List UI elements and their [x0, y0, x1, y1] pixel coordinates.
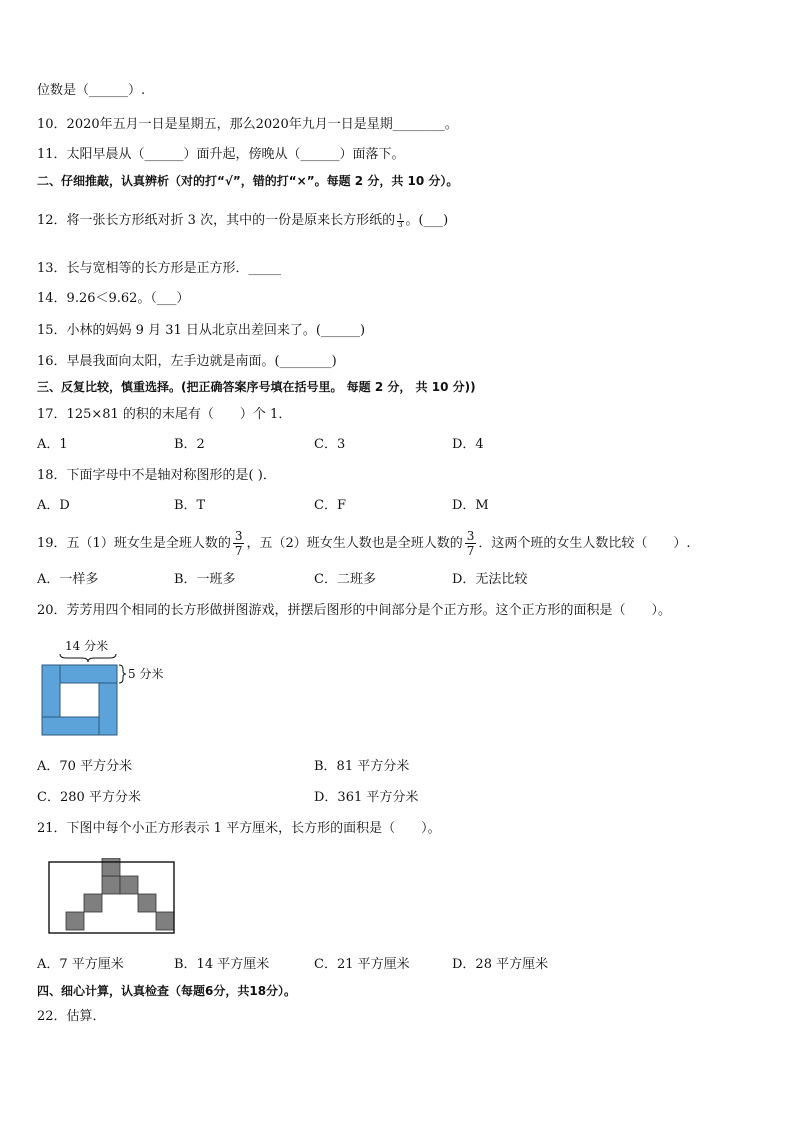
q19-option-d: D．无法比较 [452, 572, 528, 587]
q17-option-b: B．2 [174, 437, 205, 452]
figure-21-grid-rectangle [48, 858, 178, 936]
question-20: 20．芳芳用四个相同的长方形做拼图游戏，拼摆后图形的中间部分是个正方形。这个正方形的面积是（ ）。 [37, 603, 672, 618]
top-brace [60, 654, 116, 662]
q21-option-d: D．28 平方厘米 [452, 957, 549, 972]
q17-option-c: C．3 [314, 437, 346, 452]
question-18: 18．下面字母中不是轴对称图形的是( )． [37, 468, 276, 483]
q17-option-a: A．1 [37, 437, 68, 452]
q21-option-b: B．14 平方厘米 [174, 957, 270, 972]
center-square [60, 683, 99, 717]
question-21: 21．下图中每个小正方形表示 1 平方厘米，长方形的面积是（ ）。 [37, 821, 441, 836]
question-19-part-a: 19．五（1）班女生是全班人数的 [37, 536, 231, 551]
question-16: 16．早晨我面向太阳，左手边就是南面。(________) [37, 354, 337, 369]
q20-option-c: C．280 平方分米 [37, 790, 141, 805]
figure-20-rectangles [36, 636, 166, 738]
q18-option-a: A．D [37, 498, 70, 513]
q20-option-b: B．81 平方分米 [314, 759, 410, 774]
q21-option-a: A．7 平方厘米 [37, 957, 124, 972]
side-brace [119, 665, 126, 683]
question-12 [37, 212, 448, 230]
question-10: 10．2020年五月一日是星期五，那么2020年九月一日是星期________。 [37, 117, 458, 132]
section-3-heading: 三、反复比较，慎重选择。(把正确答案序号填在括号里。 每题 2 分， 共 10 分)) [37, 380, 476, 394]
fraction-numerator: 1 [398, 212, 403, 221]
question-22: 22．估算． [37, 1009, 106, 1024]
fraction-three-sevenths [233, 529, 245, 558]
q18-option-d: D．M [452, 498, 489, 513]
q18-option-b: B．T [174, 498, 206, 513]
q18-option-c: C．F [314, 498, 346, 513]
fraction-denominator: 7 [234, 544, 243, 558]
fraction-one-third [397, 214, 403, 229]
q20-option-d: D．361 平方分米 [314, 790, 419, 805]
figure-20-side-label: 5 分米 [128, 667, 164, 681]
question-19-part-c: ．这两个班的女生人数比较（ ）. [478, 536, 691, 551]
question-12-blank: 。(___) [405, 213, 449, 228]
q21-option-c: C．21 平方厘米 [314, 957, 410, 972]
section-4-heading: 四、细心计算，认真检查（每题6分，共18分）。 [37, 984, 297, 998]
q19-option-b: B．一班多 [174, 572, 236, 587]
question-17: 17．125×81 的积的末尾有（ ）个 1． [37, 407, 292, 422]
q19-option-c: C．二班多 [314, 572, 376, 587]
question-19 [37, 528, 691, 560]
question-19-part-b: ，五（2）班女生人数也是全班人数的 [246, 536, 463, 551]
q19-option-a: A．一样多 [37, 572, 99, 587]
question-11: 11．太阳早晨从（______）面升起，傍晚从（______）面落下。 [37, 147, 405, 162]
figure-20-top-label: 14 分米 [65, 639, 109, 653]
question-9-tail: 位数是（______）. [37, 83, 146, 98]
q17-option-d: D．4 [452, 437, 484, 452]
fraction-numerator: 3 [234, 529, 243, 543]
fraction-denominator: 7 [466, 544, 475, 558]
fraction-numerator: 3 [466, 529, 475, 543]
question-12-text: 12．将一张长方形纸对折 3 次，其中的一份是原来长方形纸的 [37, 213, 396, 228]
question-13: 13．长与宽相等的长方形是正方形．_____ [37, 261, 282, 276]
question-14: 14．9.26＜9.62。（___） [37, 291, 190, 306]
fraction-denominator: 3 [398, 220, 403, 229]
fraction-three-sevenths [465, 529, 477, 558]
q20-option-a: A．70 平方分米 [37, 759, 133, 774]
section-2-heading: 二、仔细推敲，认真辨析（对的打“√”，错的打“×”。每题 2 分，共 10 分）。 [37, 174, 459, 188]
question-15: 15．小林的妈妈 9 月 31 日从北京出差回来了。(______) [37, 323, 366, 338]
